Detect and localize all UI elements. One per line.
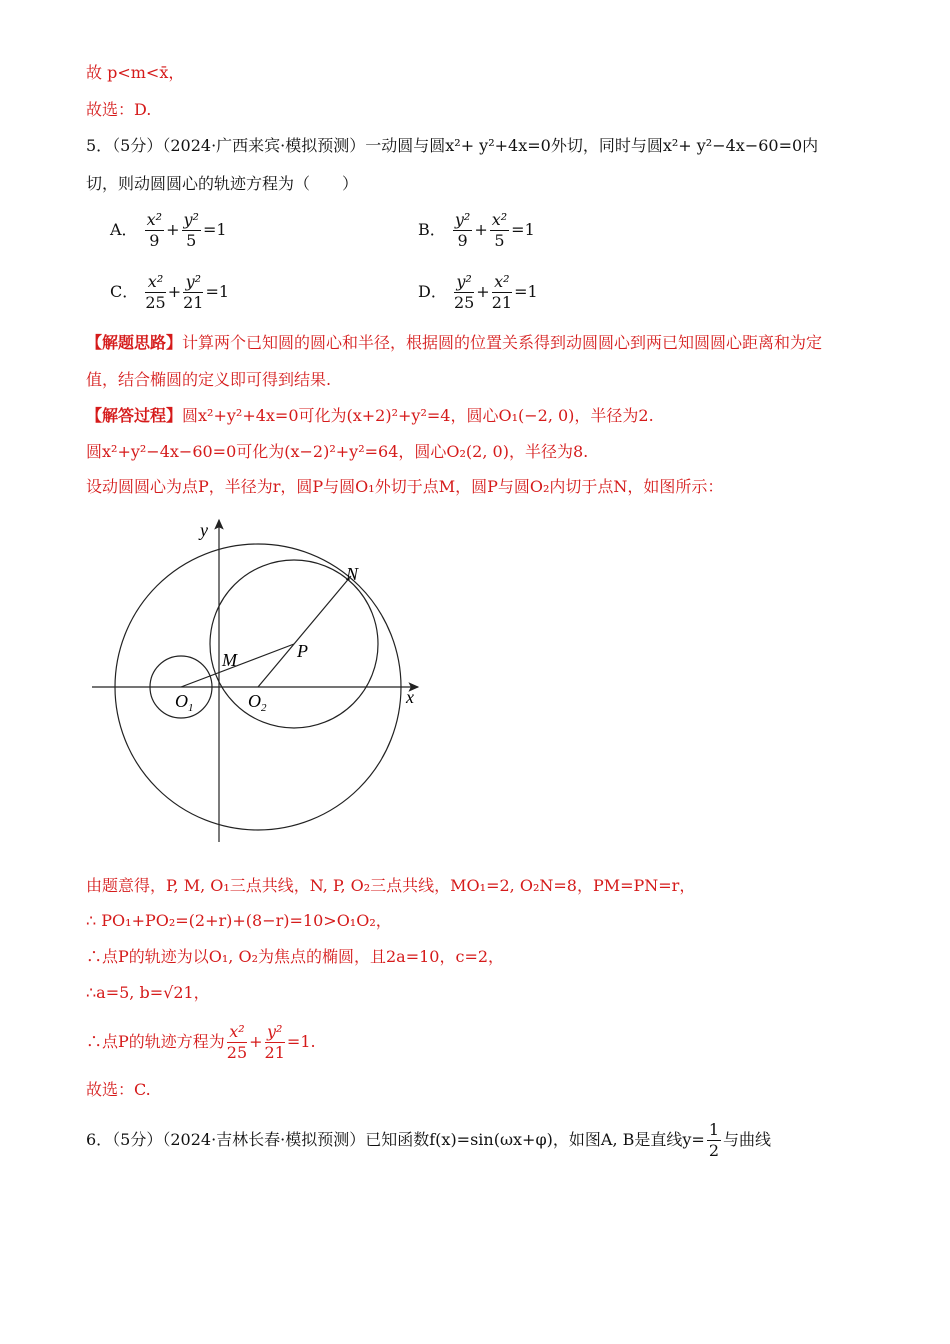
analysis-label: 【解题思路】 [86,333,183,352]
option-c: C． $\frac{\text{x²}}{25}$ + $\frac{\text{y²}}{21}$ =1 [110,272,230,312]
label-y: y [200,520,208,540]
option-b-frac2: $\frac{\text{x²}}{5}$ [491,210,508,250]
option-c-frac2: $\frac{\text{y²}}{21}$ [183,272,204,312]
question-5-line1: 5．（5分）（2024·广西来宾·模拟预测）一动圆与圆x²+ y²+4x=0外切，同时与圆x²+ y²−4x−60=0内 [86,136,819,155]
question-6-line1: 6．（5分）（2024·吉林长春·模拟预测）已知函数f(x)=sin(ωx+φ)，如图A, B是直线y= $\frac{1}{2}$ 与曲线 [86,1120,772,1160]
conclusion-line: 故 p<m<x̄， [86,63,185,82]
label-o2: $O_2$ [248,691,267,714]
solution-frac2: $\frac{\text{y²}}{21}$ [264,1022,285,1062]
option-d-label: D． [418,282,447,301]
option-a-label: A． [110,220,138,239]
answer-line-d: 故选：D. [86,100,152,119]
option-d: D． $\frac{\text{y²}}{25}$ + $\frac{\text{x²}}{21}$ =1 [418,272,538,312]
process-line1 [86,405,654,427]
option-d-frac2: $\frac{\text{x²}}{21}$ [491,272,513,312]
process-text1: 圆x²+y²+4x=0可化为(x+2)²+y²=4，圆心O₁(−2, 0)，半径为2. [182,406,654,425]
option-c-frac1: $\frac{\text{x²}}{25}$ [145,272,166,312]
solution-line1: 由题意得，P, M, O₁三点共线，N, P, O₂三点共线，MO₁=2, O₂N=8，PM=PN=r， [86,876,696,895]
solution-frac1: $\frac{\text{x²}}{25}$ [226,1022,248,1062]
process-line3: 设动圆圆心为点P，半径为r，圆P与圆O₁外切于点M，圆P与圆O₂内切于点N，如图所示： [86,477,724,496]
circle-diagram [88,516,428,846]
solution-answer: 故选：C. [86,1080,151,1099]
option-b-frac1: $\frac{\text{y²}}{9}$ [454,210,471,250]
label-o1: $O_1$ [175,691,194,714]
label-p: P [297,641,308,661]
segment-o2-n [258,576,351,687]
label-n: N [346,564,359,584]
process-line2: 圆x²+y²−4x−60=0可化为(x−2)²+y²=64，圆心O₂(2, 0)，半径为8. [86,442,589,461]
solution-line4: ∴a=5, b=√21， [86,983,210,1002]
analysis-line1 [86,332,822,354]
segment-o1-p [181,644,294,687]
option-b: B． $\frac{\text{y²}}{9}$ + $\frac{\text{x²}}{5}$ =1 [418,210,535,250]
analysis-line2: 值，结合椭圆的定义即可得到结果. [86,370,332,389]
question-6-frac: $\frac{1}{2}$ [708,1120,720,1160]
process-label: 【解答过程】 [86,406,183,425]
solution-line5: ∴点P的轨迹方程为 $\frac{\text{x²}}{25}$ + $\frac{\text{y²}}{21}$ =1. [86,1022,316,1062]
option-a-frac1: $\frac{\text{x²}}{9}$ [146,210,163,250]
question-5-line2: 切，则动圆圆心的轨迹方程为（ ） [86,174,359,193]
solution-line3: ∴点P的轨迹为以O₁, O₂为焦点的椭圆，且2a=10，c=2， [86,947,505,966]
option-d-frac1: $\frac{\text{y²}}{25}$ [453,272,475,312]
option-a-frac2: $\frac{\text{y²}}{5}$ [183,210,199,250]
label-x: x [406,687,414,707]
option-b-label: B． [418,220,446,239]
option-c-label: C． [110,282,139,301]
analysis-text1: 计算两个已知圆的圆心和半径，根据圆的位置关系得到动圆圆心到两已知圆圆心距离和为定 [182,333,823,352]
label-m: M [222,650,237,670]
option-a: A． $\frac{\text{x²}}{9}$ + $\frac{\text{y²}}{5}$ =1 [110,210,227,250]
solution-line2: ∴ PO₁+PO₂=(2+r)+(8−r)=10>O₁O₂， [86,911,392,930]
